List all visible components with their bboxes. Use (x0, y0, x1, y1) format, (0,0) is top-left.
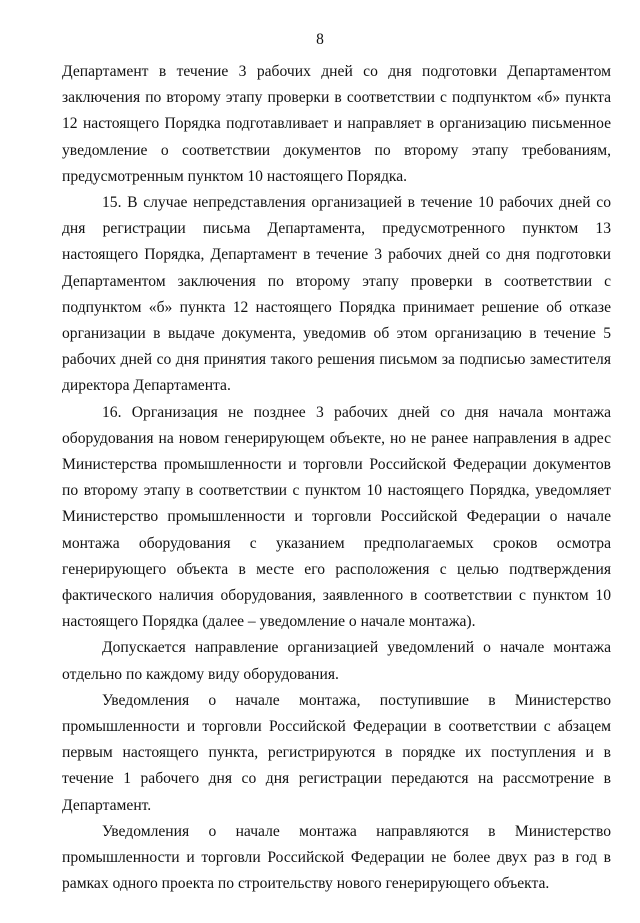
paragraph-frequency-limit: Уведомления о начале монтажа направляются в Министерство промышленности и торговли Российской Федерации не более двух раз в год в рамках одного проекта по строительству нового генерирующего объекта. (62, 822, 611, 893)
paragraph-separate-notifications: Допускается направление организацией уведомлений о начале монтажа отдельно по каждому виду оборудования. (62, 639, 611, 683)
paragraph-item-16: 16. Организация не позднее 3 рабочих дней со дня начала монтажа оборудования на новом генерирующем объекте, но не ранее направления в адрес Министерства промышленности и торговли Российской Федерации документов по второму этапу в соответствии с пунктом 10 настоящего Порядка, уведомляет Министерство промышленности и торговли Российской Федерации о начале монтажа оборудования с указанием предполагаемых сроков осмотра генерирующего объекта в месте его расположения с целью подтверждения фактического наличия оборудования, заявленного в соответствии с пунктом 10 настоящего Порядка (далее – уведомление о начале монтажа). (62, 403, 611, 631)
paragraph-registration: Уведомления о начале монтажа, поступившие в Министерство промышленности и торговли Российской Федерации в соответствии с абзацем первым настоящего пункта, регистрируются в порядке их поступления и в течение 1 рабочего дня со дня регистрации передаются на рассмотрение в Департамент. (62, 691, 611, 814)
paragraph-item-15: 15. В случае непредставления организацией в течение 10 рабочих дней со дня регистрации письма Департамента, предусмотренного пунктом 13 настоящего Порядка, Департамент в течение 3 рабочих дней со дня подготовки Департаментом заключения по второму этапу проверки в соответствии с подпунктом «б» пункта 12 настоящего Порядка принимает решение об отказе организации в выдаче документа, уведомив об этом организацию в течение 5 рабочих дней со дня принятия такого решения письмом за подписью заместителя директора Департамента. (62, 194, 611, 395)
page-number: 8 (316, 31, 324, 48)
paragraph-continuation: Департамент в течение 3 рабочих дней со дня подготовки Департаментом заключения по второму этапу проверки в соответствии с подпунктом «б» пункта 12 настоящего Порядка подготавливает и направляет в организацию письменное уведомление о соответствии документов по второму этапу требованиям, предусмотренным пунктом 10 настоящего Порядка. (62, 63, 611, 185)
document-body (62, 59, 611, 898)
